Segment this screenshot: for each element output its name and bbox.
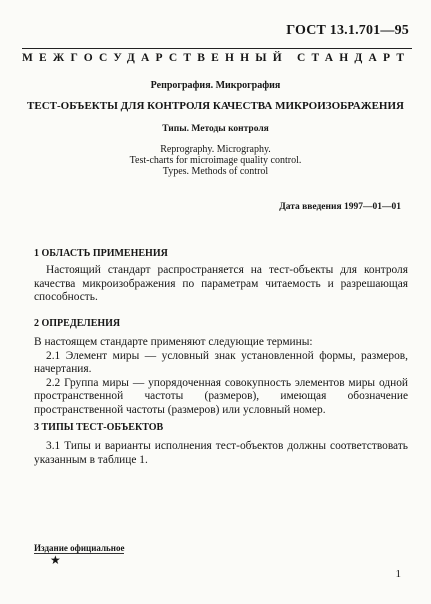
paragraph: 2.1 Элемент миры — условный знак установленной формы, размеров, начертания.: [34, 349, 408, 375]
introduction-date: Дата введения 1997—01—01: [279, 202, 401, 212]
page-number: 1: [395, 568, 401, 580]
section-body-types: [34, 440, 408, 467]
paragraph: 2.2 Группа миры — упорядоченная совокупность элементов миры одной пространственной частоты (размеров), имеющая обозначение пространственной частоты (размеров) или условный номер.: [34, 376, 408, 416]
paragraph: В настоящем стандарте применяют следующие термины:: [34, 336, 313, 348]
english-title-line-3: Types. Methods of control: [162, 166, 269, 177]
section-body-scope: [34, 264, 408, 305]
section-heading-definitions: 2 ОПРЕДЕЛЕНИЯ: [34, 318, 121, 329]
paragraph: Настоящий стандарт распространяется на тест-объекты для контроля качества микроизображения по параметрам читаемость и разрешающая способность.: [34, 264, 408, 303]
official-edition-label: Издание официальное: [34, 543, 125, 553]
document-title: ТЕСТ-ОБЪЕКТЫ ДЛЯ КОНТРОЛЯ КАЧЕСТВА МИКРОИЗОБРАЖЕНИЯ: [27, 100, 404, 112]
header-divider: [22, 48, 412, 49]
section-heading-scope: 1 ОБЛАСТЬ ПРИМЕНЕНИЯ: [34, 248, 168, 259]
section-body-definitions: [34, 336, 408, 417]
russian-subtitle: Репрография. Микрография: [150, 80, 281, 91]
paragraph: 3.1 Типы и варианты исполнения тест-объектов должны соответствовать указанным в таблице 1.: [34, 440, 408, 466]
standard-type: МЕЖГОСУДАРСТВЕННЫЙ СТАНДАРТ: [22, 52, 411, 64]
english-title-line-2: Test-charts for microimage quality control.: [129, 155, 302, 166]
russian-types-line: Типы. Методы контроля: [162, 124, 269, 134]
section-heading-types: 3 ТИПЫ ТЕСТ-ОБЪЕКТОВ: [34, 422, 164, 433]
star-icon: ★: [50, 553, 61, 567]
standard-code: ГОСТ 13.1.701—95: [286, 23, 409, 38]
english-title-line-1: Reprography. Micrography.: [160, 144, 271, 155]
